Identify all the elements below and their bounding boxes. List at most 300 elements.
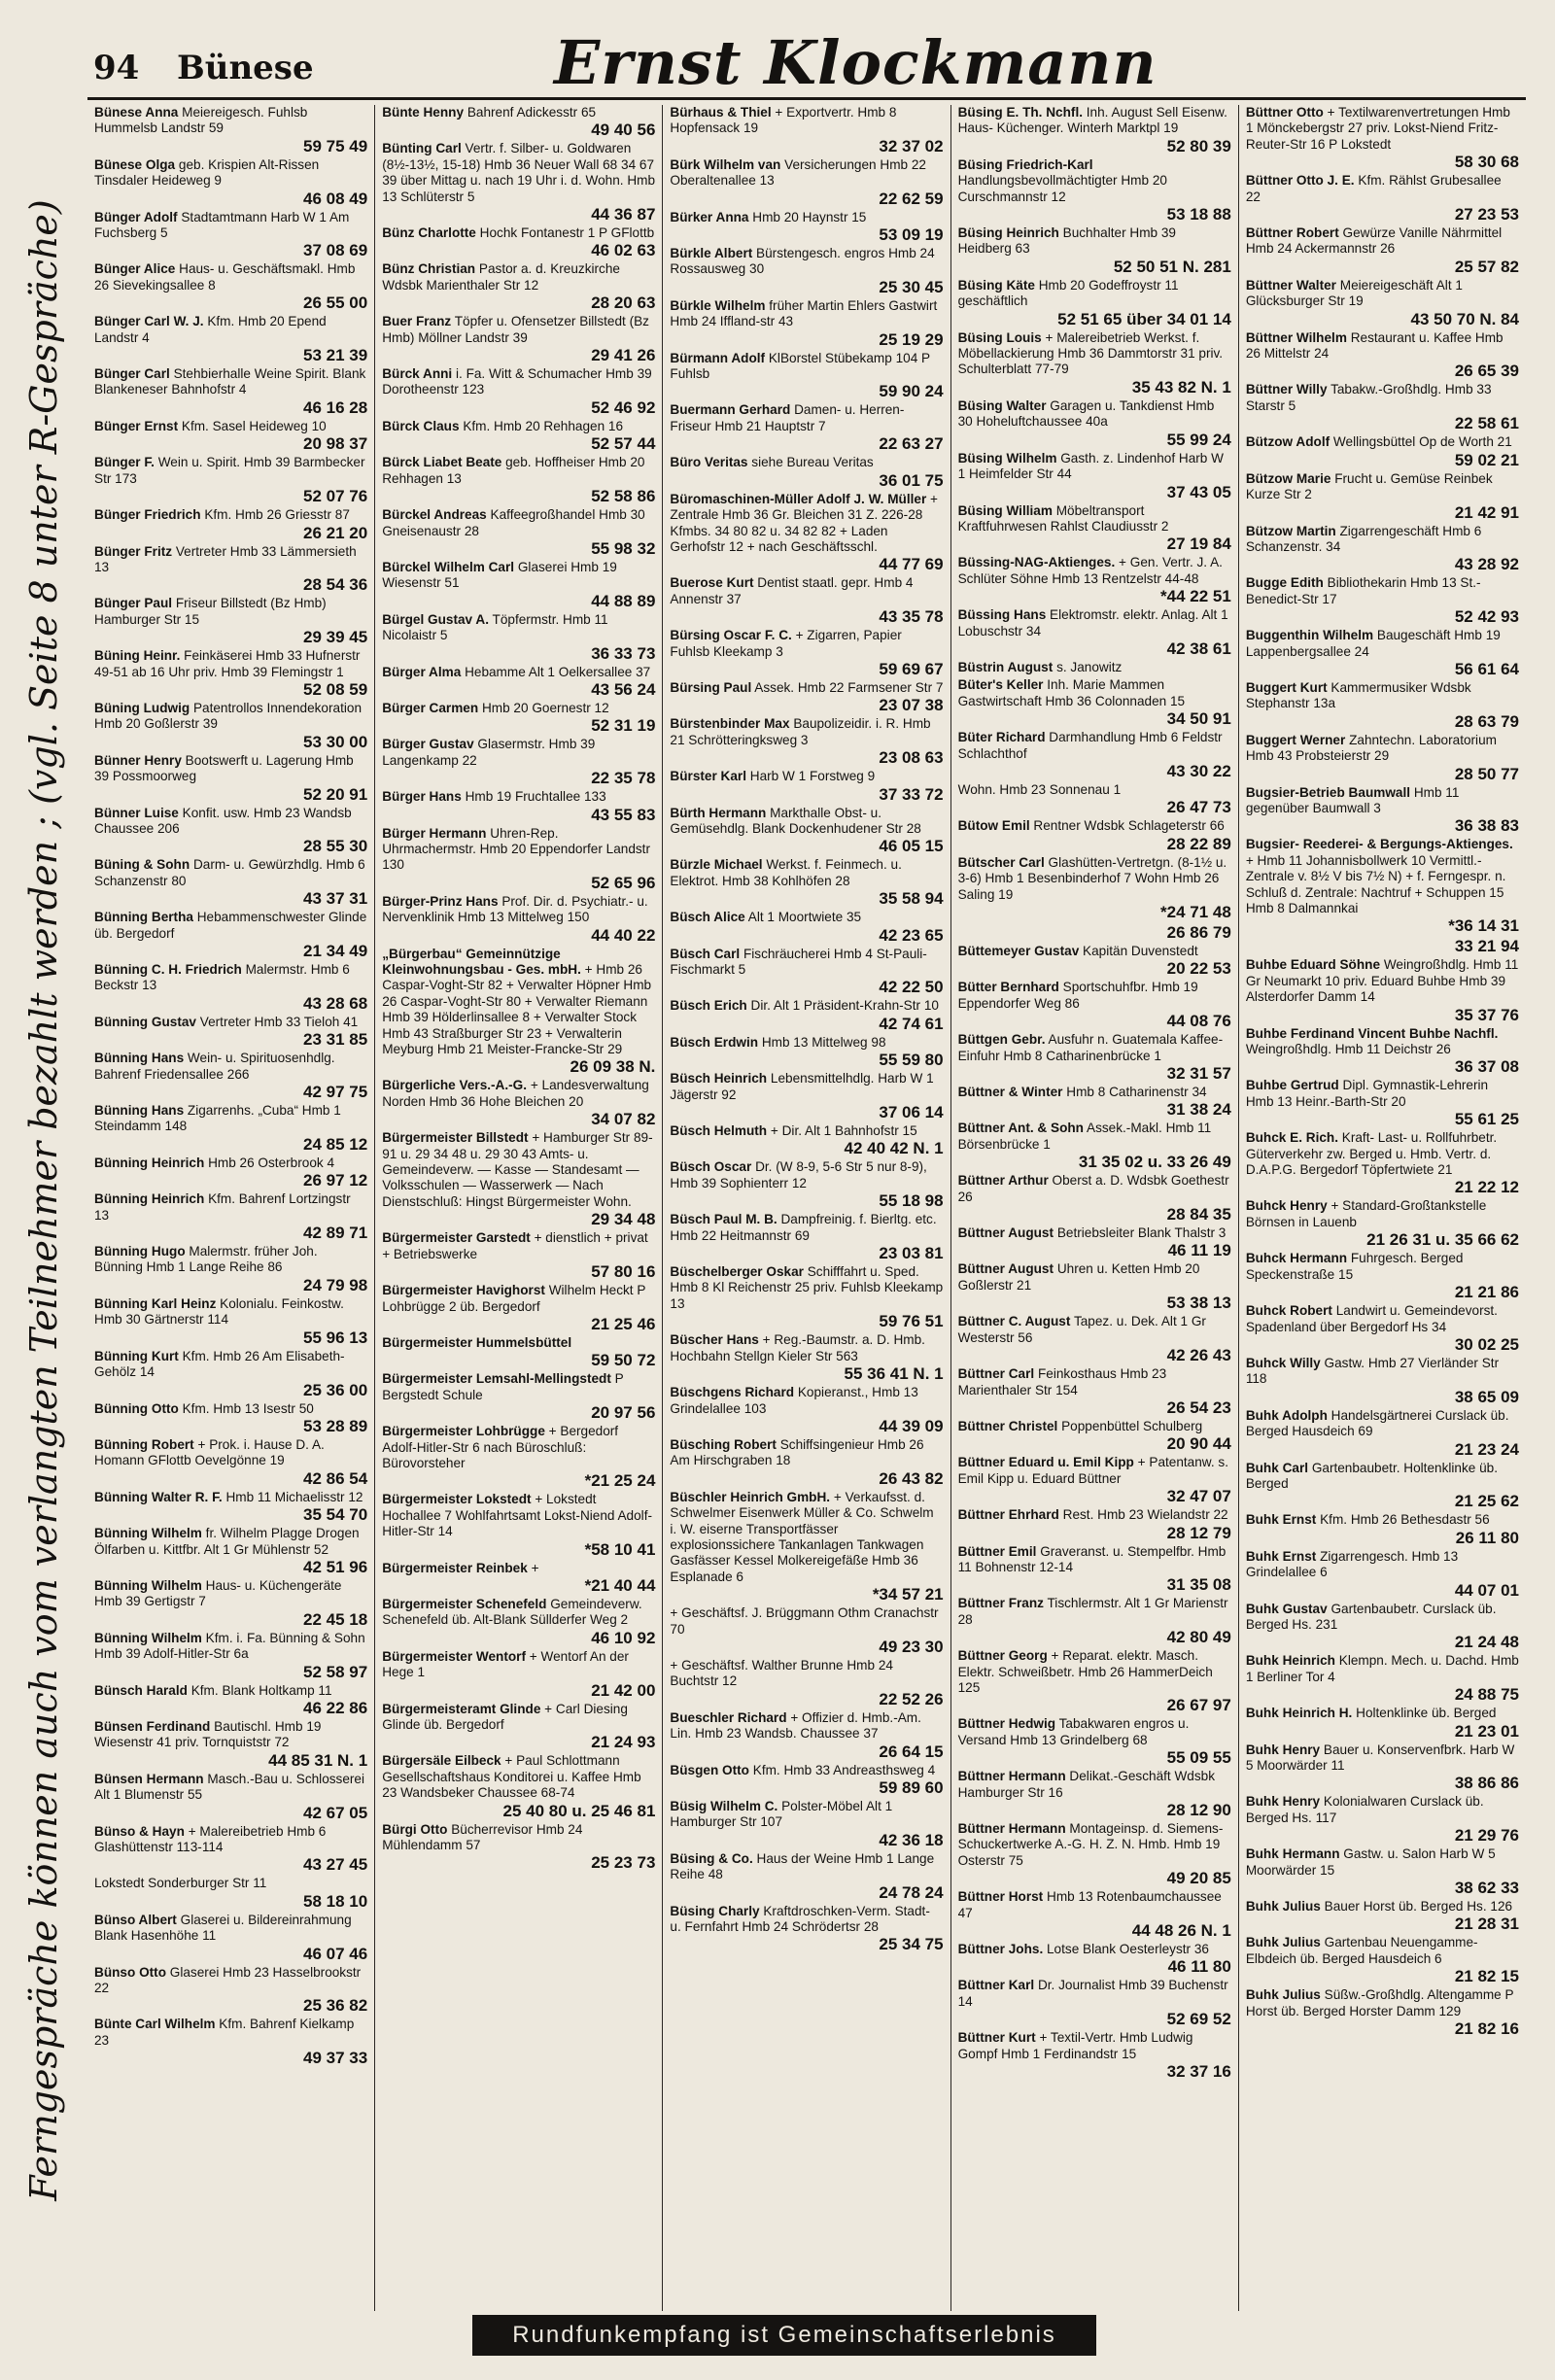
entry-name: Buerose Kurt <box>670 575 754 591</box>
entry-name: Buer Franz <box>382 314 452 329</box>
directory-entry <box>1246 1846 1519 1897</box>
entry-details: Klempn. Mech. u. Dachd. Hmb 1 Berliner Tor 4 <box>1245 1653 1519 1684</box>
entry-name: Bünning C. H. Friedrich <box>94 962 242 977</box>
entry-details: Assek. Hmb 22 Farmsener Str 7 <box>754 679 944 695</box>
entry-details: Haus der Weine Hmb 1 Lange Reihe 48 <box>670 1850 935 1882</box>
directory-entry <box>382 225 655 259</box>
page-number: 94 <box>93 49 140 87</box>
directory-entry <box>958 1648 1231 1714</box>
entry-phone: 37 08 69 <box>303 241 368 260</box>
entry-name: Buhck E. Rich. <box>1245 1130 1338 1146</box>
entry-details: Kolonialwaren Curslack üb. Berged Hs. 117 <box>1245 1794 1484 1825</box>
entry-phone: 32 31 57 <box>1166 1064 1231 1084</box>
entry-phone: 58 18 10 <box>303 1891 368 1911</box>
directory-entry <box>1246 1408 1519 1459</box>
directory-entry <box>670 806 943 856</box>
entry-details: Masch.-Bau u. Schlosserei Alt 1 Blumenstr 55 <box>94 1771 365 1803</box>
entry-phone: 53 38 13 <box>1166 1293 1231 1313</box>
entry-phone: 26 54 23 <box>1166 1397 1231 1417</box>
entry-phone: 49 40 56 <box>591 121 656 140</box>
entry-details: + Exportvertr. Hmb 8 Hopfensack 19 <box>670 105 897 136</box>
entry-name: Buhk Gustav <box>1245 1601 1328 1616</box>
entry-phone: 42 26 43 <box>1166 1346 1231 1365</box>
entry-name: Bünso Albert <box>94 1912 177 1927</box>
entry-details: + Paul Schlottmann Gesellschaftshaus Konditorei u. Kaffee Hmb 23 Wandsbeker Chaussee 68-74 <box>382 1753 641 1801</box>
entry-phone: 35 43 82 N. 1 <box>1131 377 1231 397</box>
entry-details: Kfm. Hmb 13 Isestr 50 <box>182 1400 314 1416</box>
directory-entry <box>670 1123 943 1157</box>
entry-details: Kfm. Hmb 26 Griesstr 87 <box>204 507 350 523</box>
directory-entry <box>94 962 367 1013</box>
entry-name: Büttner August <box>957 1261 1054 1277</box>
entry-phone: 21 26 31 u. 35 66 62 <box>1366 1230 1520 1250</box>
directory-entry <box>958 1769 1231 1819</box>
entry-phone: 25 57 82 <box>1454 257 1520 276</box>
entry-phone: 28 54 36 <box>303 575 368 595</box>
entry-phone: 46 05 15 <box>879 837 944 856</box>
directory-entry <box>958 677 1231 728</box>
entry-phone: 43 28 68 <box>303 993 368 1013</box>
entry-phone: 46 02 63 <box>591 241 656 260</box>
directory-entry <box>670 246 943 296</box>
entry-phone: 42 80 49 <box>1166 1628 1231 1647</box>
entry-phone: 26 65 39 <box>1454 362 1520 381</box>
entry-phone: 42 51 96 <box>303 1557 368 1576</box>
directory-entry <box>958 555 1231 605</box>
entry-name: Bürgersäle Eilbeck <box>382 1753 501 1769</box>
entry-details: + Malereibetrieb Werkst. f. Möbellackierung Hmb 36 Dammtorstr 31 priv. Schulterblatt 77-79 <box>957 329 1224 377</box>
directory-entry <box>94 1244 367 1294</box>
entry-name: Bünger F. <box>94 455 155 470</box>
entry-phone: 49 23 30 <box>879 1637 944 1656</box>
entry-phone: 42 97 75 <box>303 1083 368 1102</box>
entry-name: Bürhaus & Thiel <box>670 105 772 120</box>
directory-entry <box>670 628 943 678</box>
entry-name: Bürgermeister Lemsahl-Mellingstedt <box>382 1371 611 1387</box>
directory-entry <box>1246 733 1519 783</box>
directory-entry <box>382 826 655 892</box>
entry-name: Büttner Hermann <box>957 1769 1066 1784</box>
entry-phone: 32 37 16 <box>1166 2062 1231 2082</box>
directory-entry <box>1246 1512 1519 1546</box>
entry-phone: 44 85 31 N. 1 <box>268 1750 368 1770</box>
entry-phone: 21 25 62 <box>1454 1492 1520 1511</box>
entry-phone: 53 28 89 <box>303 1416 368 1435</box>
entry-name: Bürgermeisteramt Glinde <box>382 1701 541 1716</box>
entry-phone: 21 22 12 <box>1454 1178 1520 1197</box>
entry-details: Kfm. Hmb 20 Rehhagen 16 <box>463 418 624 433</box>
entry-details: Hebamme Alt 1 Oelkersallee 37 <box>465 664 651 679</box>
entry-details: P Bergstedt Schule <box>382 1371 624 1402</box>
entry-phone: 24 78 24 <box>879 1882 944 1902</box>
entry-name: Büssing Hans <box>957 607 1047 623</box>
directory-entry <box>958 660 1231 675</box>
directory-entry <box>1246 1899 1519 1933</box>
entry-phone: 42 38 61 <box>1166 638 1231 658</box>
entry-phone: 55 99 24 <box>1166 430 1231 449</box>
directory-entry <box>1246 1461 1519 1511</box>
entry-name: Bünger Alice <box>94 261 176 277</box>
entry-name: Büttner Otto <box>1245 105 1324 120</box>
entry-phone: 25 30 45 <box>879 277 944 296</box>
entry-details: Meiereigeschäft Alt 1 Glücksburger Str 19 <box>1245 277 1463 309</box>
entry-phone: 55 36 41 N. 1 <box>844 1364 944 1384</box>
entry-details: Schifffahrt u. Sped. Hmb 8 Kl Reichenstr 25 priv. Fuhlsb Kleekamp 13 <box>670 1264 944 1311</box>
entry-name: Büsch Alice <box>670 910 745 925</box>
directory-entry <box>94 261 367 312</box>
sidebar-note-text: Ferngespräche können auch vom verlangten Teilnehmer bezahlt werden ; (vgl. Seite 8 unter R-Gespräche) <box>22 199 65 2201</box>
entry-phone: 43 37 31 <box>303 889 368 909</box>
entry-name: Bünz Charlotte <box>382 225 476 241</box>
directory-entry <box>94 1824 367 1875</box>
directory-entry <box>958 1455 1231 1505</box>
entry-details: Tabakwaren engros u. Versand Hmb 13 Grindelberg 68 <box>957 1716 1190 1747</box>
entry-phone: *34 57 21 <box>872 1585 944 1604</box>
directory-entry <box>670 1658 943 1708</box>
entry-phone: 21 82 15 <box>1454 1967 1520 1986</box>
directory-entry <box>94 1719 367 1770</box>
entry-details: Bücherrevisor Hmb 24 Mühlendamm 57 <box>382 1821 583 1853</box>
entry-phone: 52 58 86 <box>591 487 656 506</box>
entry-details: Uhren u. Ketten Hmb 20 Goßlerstr 21 <box>957 1261 1200 1293</box>
entry-name: Bugsier-Betrieb Baumwall <box>1245 784 1411 800</box>
entry-details: Damen- u. Herren-Friseur Hmb 21 Hauptstr 7 <box>670 402 905 433</box>
entry-details: Fischräucherei Hmb 4 St-Pauli-Fischmarkt 5 <box>670 946 927 977</box>
entry-name: Buhk Carl <box>1245 1460 1309 1475</box>
entry-phone: 25 36 00 <box>303 1380 368 1399</box>
directory-entry <box>958 330 1231 397</box>
entry-phone: 46 11 19 <box>1167 1241 1231 1260</box>
entry-details: Glashütten-Vertretgn. (8-1½ u. 3-6) Hmb 1 Besenbinderhof 7 Wohn Hmb 26 Saling 19 <box>957 854 1227 902</box>
entry-phone: 36 01 75 <box>879 470 944 490</box>
directory-entry <box>94 419 367 453</box>
entry-details: Fuhrgesch. Berged Speckenstraße 15 <box>1245 1251 1464 1282</box>
entry-name: Bürger-Prinz Hans <box>382 893 499 909</box>
entry-name: Büttner Christel <box>957 1418 1058 1433</box>
entry-name: Bürckel Wilhelm Carl <box>382 559 515 574</box>
entry-details: + Hmb 11 Johannisbollwerk 10 Vermittl.-Zentrale v. 8½ V bis 7½ N) + f. Ferngespr. n. Schluß d. Zentrale: Nachtruf + Schuppen 15 Hmb 8 Dalmannkai <box>1245 852 1506 915</box>
directory-entry <box>1246 105 1519 171</box>
entry-details: Kfm. Bahrenf Kielkamp 23 <box>94 2017 355 2048</box>
entry-name: Büttner C. August <box>957 1314 1071 1329</box>
entry-name: Bueschler Richard <box>670 1709 787 1725</box>
entry-details: Gemeindeverw. Schenefeld üb. Alt-Blank Süllderfer Weg 2 <box>382 1596 642 1628</box>
directory-entry <box>94 910 367 960</box>
directory-entry <box>670 351 943 401</box>
entry-name: Büter Richard <box>957 730 1046 745</box>
entry-name: Büschler Heinrich GmbH. <box>670 1489 831 1504</box>
entry-name: Büsch Oscar <box>670 1159 752 1175</box>
entry-details: Rest. Hmb 23 Wielandstr 22 <box>1062 1507 1228 1523</box>
entry-phone: 33 21 94 <box>1454 937 1520 956</box>
entry-phone: *36 14 31 <box>1448 916 1520 936</box>
entry-name: Bünso Otto <box>94 1964 166 1980</box>
directory-entry <box>382 701 655 735</box>
entry-details: Bauer u. Konservenfbrk. Harb W 5 Moorwärder 11 <box>1245 1742 1515 1773</box>
directory-entry <box>94 1401 367 1435</box>
directory-entry <box>958 782 1231 816</box>
directory-entry <box>382 419 655 453</box>
entry-details: Kfm. Bahrenf Lortzingstr 13 <box>94 1191 351 1223</box>
directory-entry <box>94 1490 367 1524</box>
directory-entry <box>958 157 1231 224</box>
entry-name: Bünning Otto <box>94 1400 179 1416</box>
entry-details: Kfm. Hmb 20 Epend Landstr 4 <box>94 314 327 345</box>
entry-name: Bünning Hans <box>94 1051 185 1066</box>
entry-details: Uhren-Rep. Uhrmachermstr. Hmb 20 Eppendorfer Landstr 130 <box>382 825 650 873</box>
entry-details: Pastor a. d. Kreuzkirche Wdsbk Marienthaler Str 12 <box>382 261 620 293</box>
directory-entry <box>670 716 943 767</box>
entry-details: + Reg.-Baumstr. a. D. Hmb. Hochbahn Stellgn Kieler Str 563 <box>670 1332 925 1363</box>
entry-details: Betriebsleiter Blank Thalstr 3 <box>1056 1225 1227 1241</box>
entry-name: Bürger Alma <box>382 664 462 679</box>
entry-name: Bünning Wilhelm <box>94 1526 202 1541</box>
entry-name: Büttgen Gebr. <box>957 1032 1046 1048</box>
directory-entry <box>670 492 943 574</box>
entry-details: Kfm. Hmb 26 Bethesdastr 56 <box>1320 1512 1490 1528</box>
directory-entry <box>94 1876 367 1910</box>
directory-entry <box>94 1191 367 1242</box>
entry-details: + Hmb 26 Caspar-Voght-Str 82 + Verwalter Höpner Hmb 26 Caspar-Voght-Str 80 + Verwalter Riemann Hmb 39 Hölderlinsallee 8 + Verwalter Stock Hmb 43 Straßburger Str 23 + Verwalterin Meyburg Hmb 21 Meister-Francke-Str 29 <box>382 962 652 1057</box>
entry-name: Buhk Julius <box>1245 1935 1321 1950</box>
directory-entry <box>958 1419 1231 1453</box>
directory-entry <box>1246 837 1519 935</box>
entry-phone: 20 98 37 <box>303 434 368 454</box>
entry-details: Feinkosthaus Hmb 23 Marienthaler Str 154 <box>957 1366 1167 1397</box>
entry-name: Bürck Anni <box>382 366 453 382</box>
entry-name: Bünning Heinrich <box>94 1191 205 1207</box>
entry-details: Malermstr. Hmb 6 Beckstr 13 <box>94 962 350 993</box>
entry-details: Kraftdroschken-Verm. Stadt- u. Fernfahrt Hmb 24 Schrödertsr 28 <box>670 1903 930 1935</box>
entry-phone: 42 67 05 <box>303 1803 368 1822</box>
entry-details: Graveranst. u. Stempelfbr. Hmb 11 Bohnenstr 12-14 <box>957 1543 1227 1574</box>
directory-entry <box>1246 1026 1519 1077</box>
directory-entry <box>382 894 655 945</box>
entry-name: Bünger Paul <box>94 596 173 611</box>
directory-entry <box>958 1889 1231 1940</box>
entry-details: fr. Wilhelm Plagge Drogen Ölfarben u. Kittfbr. Alt 1 Gr Mühlenstr 52 <box>94 1526 360 1557</box>
entry-phone: *58 10 41 <box>584 1539 656 1559</box>
entry-name: Buggenthin Wilhelm <box>1245 628 1374 643</box>
directory-entry <box>94 753 367 804</box>
entry-phone: 56 61 64 <box>1454 659 1520 678</box>
directory-entry <box>670 1264 943 1330</box>
directory-entry <box>1246 957 1519 1023</box>
entry-details: Kfm. Rählst Grubesallee 22 <box>1245 173 1502 204</box>
entry-details: Vertreter Hmb 33 Tieloh 41 <box>199 1014 359 1029</box>
entry-name: Bünz Christian <box>382 261 476 277</box>
entry-name: Bünning Gustav <box>94 1014 196 1029</box>
entry-details: Glasermstr. Hmb 39 Langenkamp 22 <box>382 737 596 768</box>
entry-name: Bugge Edith <box>1245 575 1324 591</box>
entry-name: Buhck Willy <box>1245 1355 1321 1370</box>
entry-phone: 20 97 56 <box>591 1403 656 1423</box>
entry-phone: 43 35 78 <box>879 607 944 627</box>
entry-details: Hmb 19 Fruchtallee 133 <box>465 789 606 805</box>
entry-details: + Landesverwaltung Norden Hmb 36 Hohe Bleichen 20 <box>382 1078 649 1109</box>
entry-phone: 34 50 91 <box>1166 709 1231 729</box>
directory-entry <box>94 648 367 699</box>
entry-phone: 42 89 71 <box>303 1224 368 1243</box>
directory-entry <box>1246 278 1519 328</box>
entry-name: Büsing Louis <box>957 329 1042 345</box>
entry-phone: 25 36 82 <box>303 1996 368 2016</box>
entry-details: + Offizier d. Hmb.-Am. Lin. Hmb 23 Wandsb. Chaussee 37 <box>670 1709 921 1742</box>
entry-phone: 32 47 07 <box>1166 1487 1231 1506</box>
entry-details: Lotse Blank Oesterleystr 36 <box>1047 1942 1209 1957</box>
entry-name: Buhk Ernst <box>1245 1512 1317 1528</box>
entry-name: Bürgermeister Garstedt <box>382 1230 531 1246</box>
entry-phone: 25 19 29 <box>879 329 944 349</box>
entry-phone: 53 30 00 <box>303 732 368 751</box>
entry-name: Büsing Walter <box>957 397 1047 413</box>
entry-phone: 35 54 70 <box>303 1505 368 1525</box>
entry-details: Baupolizeidir. i. R. Hmb 21 Schrötteringksweg 3 <box>670 716 931 747</box>
entry-phone: 24 79 98 <box>303 1275 368 1294</box>
entry-name: Bünte Carl Wilhelm <box>94 2017 216 2032</box>
entry-details: Elektromstr. elektr. Anlag. Alt 1 Lobuschstr 34 <box>957 607 1228 638</box>
entry-details: Bautischl. Hmb 19 Wiesenstr 41 priv. Tornquiststr 72 <box>94 1718 322 1750</box>
directory-entry <box>94 857 367 908</box>
entry-phone: 34 07 82 <box>591 1110 656 1129</box>
entry-details: Glaserei Hmb 19 Wiesenstr 51 <box>382 559 617 591</box>
entry-details: Gewürze Vanille Nährmittel Hmb 24 Ackermannstr 26 <box>1245 225 1503 257</box>
directory-entry <box>1246 628 1519 678</box>
entry-name: Büsing Friedrich-Karl <box>957 156 1093 172</box>
entry-name: Bürk Wilhelm van <box>670 156 781 172</box>
entry-details: Buchhalter Hmb 39 Heidberg 63 <box>957 225 1176 257</box>
directory-entry <box>1246 680 1519 731</box>
entry-phone: 28 55 30 <box>303 837 368 856</box>
entry-details: Gartenbau Neuengamme-Elbdeich üb. Berged Hausdeich 6 <box>1245 1935 1478 1966</box>
entry-phone: 23 31 85 <box>303 1030 368 1050</box>
entry-details: + Verkaufsst. d. Schwelmer Eisenwerk Müller & Co. Schwelm i. W. eiserne Transportfässer explosionssichere Tankanlagen Tankwagen Gasfässer Kessel Molkereigefäße Hmb 36 Esplanade 6 <box>670 1489 934 1584</box>
entry-details: + Textil-Vertr. Hmb Ludwig Gompf Hmb 1 Ferdinandstr 15 <box>957 2030 1193 2061</box>
entry-details: Kolonialu. Feinkostw. Hmb 30 Gärtnerstr 114 <box>94 1295 344 1328</box>
entry-name: Büsch Carl <box>670 946 741 961</box>
entry-name: Bürck Claus <box>382 418 460 433</box>
entry-name: Büttner August <box>957 1225 1054 1241</box>
entry-details: Wein u. Spirit. Hmb 39 Barmbecker Str 173 <box>94 455 365 486</box>
entry-phone: 59 75 49 <box>303 136 368 155</box>
entry-phone: 20 90 44 <box>1166 1434 1231 1454</box>
directory-entry <box>382 1371 655 1422</box>
entry-phone: 52 07 76 <box>303 487 368 506</box>
entry-details: Meiereigesch. Fuhlsb Hummelsb Landstr 59 <box>94 105 308 136</box>
entry-details: Frucht u. Gemüse Reinbek Kurze Str 2 <box>1245 470 1493 502</box>
entry-details: Töpfermstr. Hmb 11 Nicolaistr 5 <box>382 611 608 643</box>
entry-name: Bünsen Hermann <box>94 1771 204 1786</box>
entry-details: + Prok. i. Hause D. A. Homann GFlottb Oevelgönne 19 <box>94 1436 325 1468</box>
directory-entry <box>382 1561 655 1595</box>
entry-name: Büstrin August <box>957 659 1054 674</box>
entry-name: Bünning Karl Heinz <box>94 1295 217 1311</box>
entry-name: Buhck Henry <box>1245 1198 1328 1214</box>
entry-details: Vertreter Hmb 33 Lämmersieth 13 <box>94 543 357 574</box>
directory-entry <box>1246 524 1519 574</box>
directory-entry <box>670 575 943 626</box>
directory-entry <box>958 855 1231 921</box>
entry-details: Restaurant u. Kaffee Hmb 26 Mittelstr 24 <box>1245 329 1503 362</box>
entry-name: Büttner Johs. <box>957 1942 1044 1957</box>
entry-phone: 59 02 21 <box>1454 450 1520 469</box>
entry-phone: 26 55 00 <box>303 293 368 313</box>
entry-name: Buermann Gerhard <box>670 402 791 418</box>
entry-name: Buhk Hermann <box>1245 1846 1340 1862</box>
entry-phone: 52 51 65 über 34 01 14 <box>1057 309 1231 328</box>
entry-phone: 37 43 05 <box>1166 482 1231 501</box>
entry-name: Bütter Bernhard <box>957 980 1059 995</box>
directory-entry <box>958 944 1231 978</box>
entry-details: Oberst a. D. Wdsbk Goethestr 26 <box>957 1173 1229 1204</box>
entry-name: Bünning Hans <box>94 1103 185 1119</box>
entry-phone: 44 88 89 <box>591 591 656 610</box>
entry-details: Darm- u. Gewürzhdlg. Hmb 6 Schanzenstr 80 <box>94 857 365 888</box>
directory-entry <box>382 141 655 224</box>
entry-name: Bürgermeister Reinbek <box>382 1560 528 1575</box>
directory-entry <box>94 544 367 595</box>
entry-name: Bünte Henny <box>382 105 465 120</box>
entry-phone: 55 96 13 <box>303 1328 368 1347</box>
entry-name: Bünning Bertha <box>94 910 193 925</box>
footer-banner <box>472 2315 1096 2356</box>
entry-name: Büttner Walter <box>1245 277 1336 293</box>
entry-details: Lokstedt Sonderburger Str 11 <box>94 1876 267 1891</box>
entry-name: Bünning Wilhelm <box>94 1577 202 1593</box>
directory-entry <box>1246 1935 1519 1985</box>
entry-name: Büttner Georg <box>957 1648 1048 1664</box>
directory-entry <box>958 398 1231 449</box>
entry-details: Zigarrenhs. „Cuba“ Hmb 1 Steindamm 148 <box>94 1103 341 1134</box>
entry-name: Buhk Heinrich <box>1245 1653 1335 1669</box>
entry-details: Wohn. Hmb 23 Sonnenau 1 <box>957 781 1122 797</box>
directory-entry <box>94 1913 367 1963</box>
directory-entry <box>958 278 1231 328</box>
directory-entry <box>382 665 655 699</box>
entry-name: Büsing & Co. <box>670 1850 753 1866</box>
directory-entry <box>94 806 367 856</box>
entry-name: Bürzle Michael <box>670 857 763 873</box>
entry-phone: 26 86 79 <box>1166 923 1231 942</box>
entry-phone: 21 42 91 <box>1454 502 1520 522</box>
directory-entry <box>1246 575 1519 626</box>
entry-details: + dienstlich + privat + Betriebswerke <box>382 1230 648 1261</box>
entry-name: Büning & Sohn <box>94 857 190 873</box>
entry-details: + Standard-Großtankstelle Börnsen in Lauenb <box>1245 1198 1487 1229</box>
entry-details: früher Martin Ehlers Gastwirt Hmb 24 Iffland-str 43 <box>670 297 938 329</box>
directory-entry <box>670 1212 943 1262</box>
entry-details: Tabakw.-Großhdlg. Hmb 33 Starstr 5 <box>1245 382 1492 413</box>
entry-name: Büttner Ant. & Sohn <box>957 1121 1084 1136</box>
entry-name: Buhk Heinrich H. <box>1245 1706 1353 1721</box>
entry-details: Zigarrengeschäft Hmb 6 Schanzenstr. 34 <box>1245 523 1482 554</box>
entry-name: Büttemeyer Gustav <box>957 944 1080 958</box>
entry-name: Bürckel Andreas <box>382 507 487 523</box>
entry-phone: 43 28 92 <box>1454 555 1520 574</box>
directory-entry <box>958 2030 1231 2081</box>
directory-entry <box>94 105 367 155</box>
directory-entry <box>670 105 943 155</box>
directory-entry <box>670 680 943 714</box>
entry-name: Bünese Olga <box>94 156 176 172</box>
directory-entry <box>1246 173 1519 224</box>
directory-entry <box>382 1597 655 1647</box>
entry-phone: 26 97 12 <box>303 1171 368 1190</box>
entry-details: Versicherungen Hmb 22 Oberaltenallee 13 <box>670 156 926 189</box>
directory-entry <box>670 1799 943 1849</box>
entry-details: Rentner Wdsbk Schlageterstr 66 <box>1033 818 1225 834</box>
directory-entry <box>382 560 655 610</box>
